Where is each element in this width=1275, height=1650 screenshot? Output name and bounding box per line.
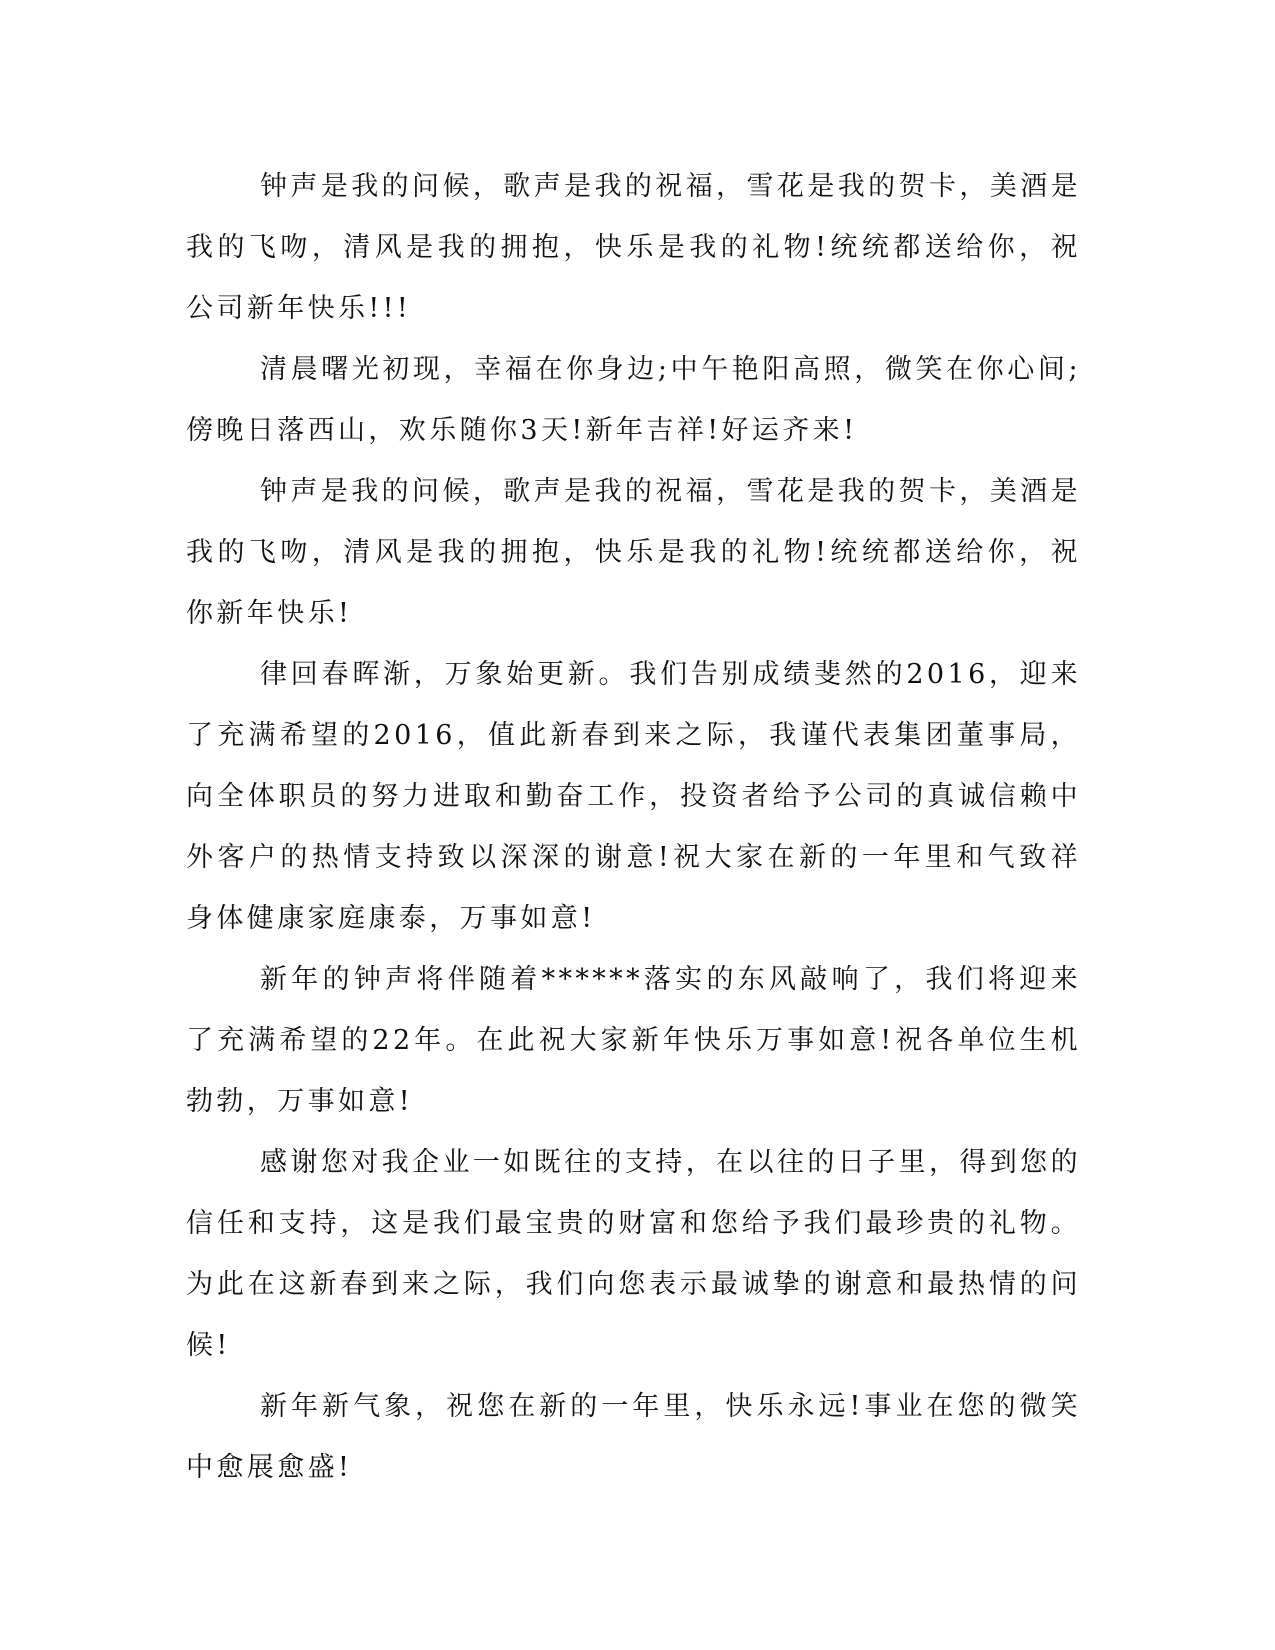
paragraph-7: 新年新气象，祝您在新的一年里，快乐永远!事业在您的微笑中愈展愈盛!: [186, 1391, 1081, 1483]
paragraph-1: 钟声是我的问候，歌声是我的祝福，雪花是我的贺卡，美酒是我的飞吻，清风是我的拥抱，快乐是我的礼物!统统都送给你，祝公司新年快乐!!!: [186, 171, 1081, 324]
paragraph-4: 律回春晖渐，万象始更新。我们告别成绩斐然的2016，迎来了充满希望的2016，值此新春到来之际，我谨代表集团董事局，向全体职员的努力进取和勤奋工作，投资者给予公司的真诚信赖中外客户的热情支持致以深深的谢意!祝大家在新的一年里和气致祥身体健康家庭康泰，万事如意!: [186, 659, 1081, 934]
paragraph-3: 钟声是我的问候，歌声是我的祝福，雪花是我的贺卡，美酒是我的飞吻，清风是我的拥抱，快乐是我的礼物!统统都送给你，祝你新年快乐!: [186, 476, 1081, 629]
document-body: [186, 156, 1081, 1498]
paragraph-6: 感谢您对我企业一如既往的支持，在以往的日子里，得到您的信任和支持，这是我们最宝贵的财富和您给予我们最珍贵的礼物。为此在这新春到来之际，我们向您表示最诚挚的谢意和最热情的问候!: [186, 1147, 1081, 1361]
paragraph-2: 清晨曙光初现，幸福在你身边;中午艳阳高照，微笑在你心间;傍晚日落西山，欢乐随你3天!新年吉祥!好运齐来!: [186, 354, 1081, 446]
paragraph-5: 新年的钟声将伴随着******落实的东风敲响了，我们将迎来了充满希望的22年。在此祝大家新年快乐万事如意!祝各单位生机勃勃，万事如意!: [186, 964, 1081, 1117]
